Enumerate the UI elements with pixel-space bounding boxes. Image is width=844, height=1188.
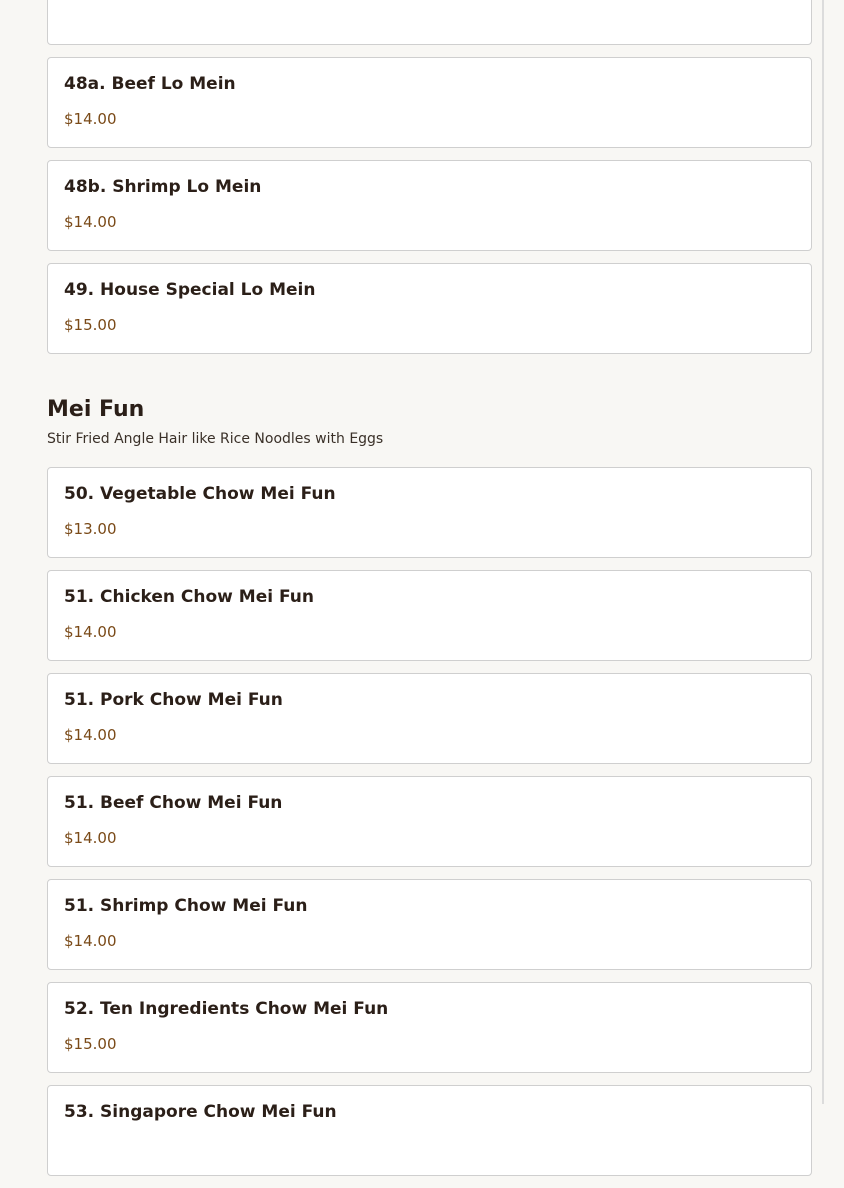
menu-item-name: 48b. Shrimp Lo Mein bbox=[64, 177, 262, 197]
menu-item-card[interactable] bbox=[47, 57, 812, 148]
menu-item-card[interactable] bbox=[47, 263, 812, 354]
menu-item-card[interactable] bbox=[47, 673, 812, 764]
menu-item-price: $15.00 bbox=[64, 316, 117, 334]
menu-item-card[interactable] bbox=[47, 467, 812, 558]
menu-item-name: 53. Singapore Chow Mei Fun bbox=[64, 1102, 337, 1122]
menu-item-name: 51. Chicken Chow Mei Fun bbox=[64, 587, 314, 607]
menu-item-price: $13.00 bbox=[64, 520, 117, 538]
page-right-border bbox=[822, 0, 824, 1104]
menu-list bbox=[47, 0, 812, 1188]
menu-item-price: $14.00 bbox=[64, 623, 117, 641]
menu-item-card[interactable] bbox=[47, 0, 812, 45]
menu-item-price: $14.00 bbox=[64, 726, 117, 744]
menu-item-price: $14.00 bbox=[64, 829, 117, 847]
menu-item-name: 48a. Beef Lo Mein bbox=[64, 74, 236, 94]
menu-item-price: $14.00 bbox=[64, 110, 117, 128]
menu-item-name: 51. Shrimp Chow Mei Fun bbox=[64, 896, 308, 916]
menu-item-price: $14.00 bbox=[64, 213, 117, 231]
menu-item-name: 49. House Special Lo Mein bbox=[64, 280, 316, 300]
menu-item-name: 51. Beef Chow Mei Fun bbox=[64, 793, 283, 813]
menu-item-card[interactable] bbox=[47, 160, 812, 251]
menu-item-name: 50. Vegetable Chow Mei Fun bbox=[64, 484, 336, 504]
menu-item-card[interactable] bbox=[47, 1085, 812, 1176]
menu-item-price: $14.00 bbox=[64, 932, 117, 950]
menu-item-name: 52. Ten Ingredients Chow Mei Fun bbox=[64, 999, 389, 1019]
menu-item-card[interactable] bbox=[47, 570, 812, 661]
menu-item-card[interactable] bbox=[47, 982, 812, 1073]
section-description: Stir Fried Angle Hair like Rice Noodles with Eggs bbox=[47, 431, 384, 447]
section-title-mei-fun: Mei Fun bbox=[47, 397, 145, 422]
menu-item-card[interactable] bbox=[47, 776, 812, 867]
menu-item-price: $15.00 bbox=[64, 1035, 117, 1053]
menu-item-card[interactable] bbox=[47, 879, 812, 970]
menu-item-name: 51. Pork Chow Mei Fun bbox=[64, 690, 283, 710]
